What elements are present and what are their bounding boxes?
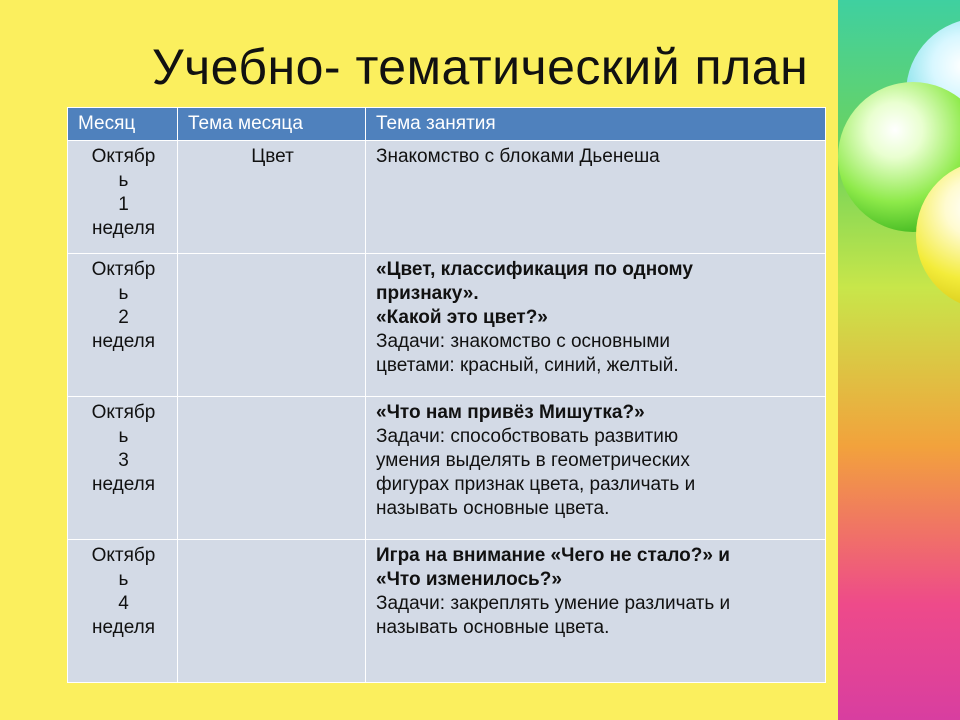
table-row (68, 141, 826, 254)
week-label: неделя (91, 331, 156, 352)
table-header-row (68, 108, 826, 141)
lesson-line: фигурах признак цвета, различать и (376, 474, 696, 495)
lesson-line: «Какой это цвет?» (376, 307, 548, 328)
slide-title: Учебно- тематический план (151, 39, 809, 95)
week-label: неделя (91, 218, 156, 239)
cell-lesson (366, 141, 826, 254)
month-line: Октябр (91, 545, 156, 566)
lesson-line: признаку». (376, 283, 479, 304)
lesson-line: Задачи: способствовать развитию (376, 426, 679, 447)
week-number: 1 (118, 194, 129, 215)
month-line: Октябр (91, 146, 156, 167)
week-number: 2 (118, 307, 129, 328)
header-topic: Тема месяца (178, 108, 366, 141)
cell-month (68, 540, 178, 683)
cell-lesson (366, 254, 826, 397)
cell-month (68, 397, 178, 540)
cell-lesson (366, 540, 826, 683)
lesson-line: умения выделять в геометрических (376, 450, 690, 471)
lesson-line: Задачи: знакомство с основными (376, 331, 671, 352)
header-lesson: Тема занятия (366, 108, 826, 141)
lesson-line: называть основные цвета. (376, 498, 610, 519)
week-label: неделя (91, 617, 156, 638)
lesson-line: цветами: красный, синий, желтый. (376, 355, 679, 376)
cell-lesson (366, 397, 826, 540)
cell-topic (178, 397, 366, 540)
month-line: ь (118, 283, 129, 304)
lesson-line: «Цвет, классификация по одному (376, 259, 693, 280)
week-label: неделя (91, 474, 156, 495)
table-row (68, 254, 826, 397)
cell-topic (178, 254, 366, 397)
decorative-strip (838, 0, 960, 720)
cell-topic: Цвет (178, 141, 366, 254)
month-line: Октябр (91, 402, 156, 423)
cell-month (68, 254, 178, 397)
cell-month (68, 141, 178, 254)
month-line: Октябр (91, 259, 156, 280)
lesson-line: «Что нам привёз Мишутка?» (376, 402, 645, 423)
lesson-line: называть основные цвета. (376, 617, 610, 638)
header-month: Месяц (68, 108, 178, 141)
plan-table (67, 107, 826, 683)
lesson-line: Задачи: закреплять умение различать и (376, 593, 731, 614)
table-row (68, 540, 826, 683)
table-row (68, 397, 826, 540)
lesson-line: «Что изменилось?» (376, 569, 562, 590)
week-number: 3 (118, 450, 129, 471)
month-line: ь (118, 426, 129, 447)
month-line: ь (118, 170, 129, 191)
cell-topic (178, 540, 366, 683)
lesson-line: Знакомство с блоками Дьенеша (376, 146, 660, 167)
week-number: 4 (118, 593, 129, 614)
lesson-line: Игра на внимание «Чего не стало?» и (376, 545, 730, 566)
month-line: ь (118, 569, 129, 590)
